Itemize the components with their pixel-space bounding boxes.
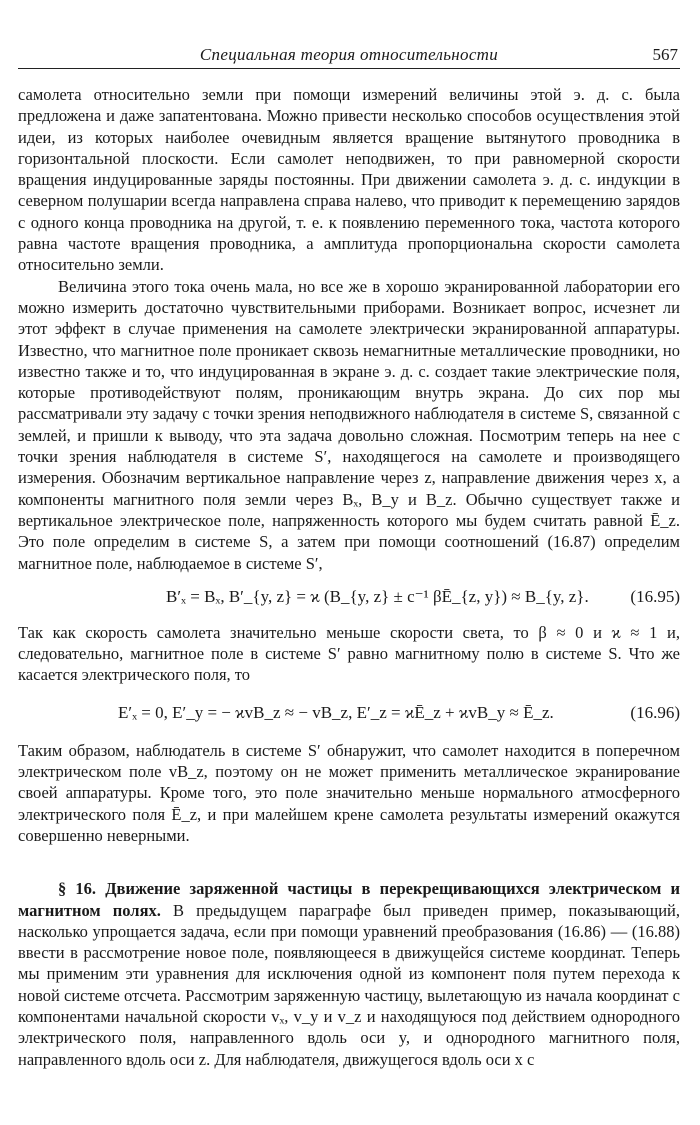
equation-number: (16.96) bbox=[630, 702, 680, 722]
equation-number: (16.95) bbox=[630, 586, 680, 606]
equation-16-96 bbox=[18, 700, 680, 726]
running-header bbox=[18, 42, 680, 69]
section-spacer bbox=[18, 846, 680, 878]
running-title: Специальная теория относительности bbox=[199, 45, 499, 64]
equation-16-95 bbox=[18, 584, 680, 610]
paragraph-continuation: самолета относительно земли при помощи измерений величины этой э. д. с. была предложена и даже запатентована. Можно привести несколько способов осуществления этой идеи, из которых наиболее очевидным является вращение вытянутого проводника в горизонтальной плоскости. Если самолет неподвижен, то при равномерной скорости вращения индуцированные заряды постоянны. При движении самолета э. д. с. индукции в северном полушарии всегда направлена справа налево, что приводит к перемещению зарядов с одного конца проводника на другой, т. е. к появлению переменного тока, частота которого равна частоте вращения проводника, а амплитуда пропорциональна скорости самолета относительно земли. bbox=[18, 85, 680, 275]
section-text: В предыдущем параграфе был приведен пример, показывающий, насколько упрощается задача, если при помощи уравнений преобразования (16.86) — (16.88) ввести в рассмотрение новое поле, появляющееся в движущейся системе координат. Теперь мы применим эти уравнения для исключения одной из компонент поля путем перехода к новой системе отсчета. Рассмотрим заряженную частицу, вылетающую из начала координат с компонентами начальной скорости vₓ, v_y и v_z и находящуюся под действием однородного электрического поля, направленного вдоль оси y, и однородного магнитного поля, направленного вдоль оси z. Для наблюдателя, движущегося вдоль оси x с bbox=[18, 900, 680, 1069]
page-body bbox=[18, 84, 680, 1070]
section-heading: § 16. Движение заряженной частицы в перекрещивающихся электрическом и магнитном полях. bbox=[18, 879, 680, 920]
paragraph-conclusion: Таким образом, наблюдатель в системе S′ обнаружит, что самолет находится в поперечном электрическом поле vB_z, поэтому он не может применить металлическое экранирование своей аппаратуры. Кроме того, это поле значительно меньше нормального атмосферного электрического поля Ē_z, и при малейшем крене самолета результаты измерений окажутся совершенно неверными. bbox=[18, 740, 680, 845]
equation-expression: E′ₓ = 0, E′_y = − ϰvB_z ≈ − vB_z, E′_z = ϰĒ_z + ϰvB_y ≈ Ē_z. bbox=[118, 702, 554, 722]
page-number: 567 bbox=[652, 45, 678, 64]
paragraph-speed-approximation: Так как скорость самолета значительно меньше скорости света, то β ≈ 0 и ϰ ≈ 1 и, следовательно, магнитное поле в системе S′ равно магнитному полю в системе S. Что же касается электрического поля, то bbox=[18, 622, 680, 685]
equation-expression: B′ₓ = Bₓ, B′_{y, z} = ϰ (B_{y, z} ± c⁻¹ βĒ_{z, y}) ≈ B_{y, z}. bbox=[166, 586, 589, 606]
section-16-paragraph bbox=[18, 878, 680, 1070]
paragraph-current-magnitude: Величина этого тока очень мала, но все же в хорошо экранированной лаборатории его можно измерить достаточно чувствительными приборами. Возникает вопрос, исчезнет ли этот эффект в случае применения на самолете электрически экранированной аппаратуры. Известно, что магнитное поле проникает сквозь немагнитные металлические проводники, но известно также и то, что индуцированная в экране э. д. с. создает такие электрические поля, которые противодействуют полям, проникающим внутрь экрана. До сих пор мы рассматривали эту задачу с точки зрения неподвижного наблюдателя в системе S, связанной с землей, и пришли к выводу, что эта задача довольно сложная. Посмотрим теперь на нее с точки зрения наблюдателя в системе S′, находящегося на самолете и производящего измерения. Обозначим вертикальное направление через z, направление движения через x, а компоненты магнитного поля земли через Bₓ, B_y и B_z. Обычно существует также и вертикальное электрическое поле, напряженность которого мы будем считать равной Ē_z. Это поле определим в системе S, а затем при помощи соотношений (16.87) определим магнитное поле, наблюдаемое в системе S′, bbox=[18, 276, 680, 573]
